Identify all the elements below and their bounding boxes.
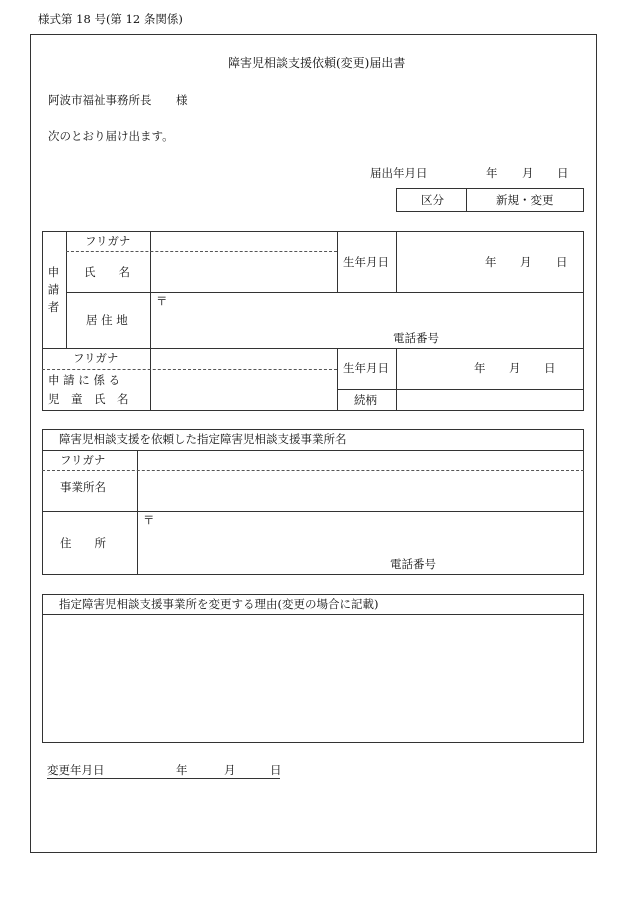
child-furigana-field[interactable] (152, 350, 336, 368)
intro-text: 次のとおり届け出ます。 (48, 129, 174, 143)
child-name-label-1: 申 請 に 係 る (48, 373, 121, 387)
change-date-day: 日 (270, 763, 282, 777)
honorific: 様 (176, 93, 188, 107)
category-value[interactable]: 新規・変更 (496, 193, 554, 207)
child-relation-label: 続柄 (354, 393, 377, 407)
submission-date-day: 日 (557, 166, 569, 180)
office-address-field[interactable] (139, 513, 583, 574)
applicant-furigana-field[interactable] (152, 233, 336, 250)
child-relation-field[interactable] (398, 391, 583, 410)
reason-heading: 指定障害児相談支援事業所を変更する理由(変更の場合に記載) (59, 597, 379, 611)
office-furigana-label: フリガナ (60, 453, 106, 467)
submission-date-month: 月 (522, 166, 534, 180)
office-postal-mark: 〒 (143, 513, 155, 527)
applicant-address-field[interactable] (152, 294, 583, 347)
change-date-label: 変更年月日 (47, 763, 105, 777)
child-furigana-label: フリガナ (73, 351, 119, 365)
applicant-birth-label: 生年月日 (343, 255, 389, 269)
change-date-year: 年 (176, 763, 188, 777)
office-name-field[interactable] (139, 472, 583, 510)
reason-field[interactable] (44, 616, 582, 741)
applicant-postal-mark: 〒 (156, 294, 168, 308)
applicant-phone-label: 電話番号 (393, 331, 439, 345)
applicant-group-label: 申請者 (46, 266, 61, 319)
office-phone-label: 電話番号 (390, 557, 436, 571)
category-label: 区分 (421, 193, 444, 207)
form-number: 様式第 18 号(第 12 条関係) (38, 12, 183, 26)
applicant-address-label: 居 住 地 (86, 313, 128, 327)
office-furigana-field[interactable] (139, 452, 583, 469)
applicant-name-field[interactable] (152, 253, 336, 291)
child-name-field[interactable] (152, 371, 336, 410)
child-birth-day: 日 (544, 361, 556, 375)
applicant-birth-month: 月 (520, 255, 532, 269)
child-birth-year: 年 (474, 361, 486, 375)
form-title: 障害児相談支援依頼(変更)届出書 (228, 56, 406, 70)
applicant-birth-day: 日 (556, 255, 568, 269)
child-birth-month: 月 (509, 361, 521, 375)
office-heading: 障害児相談支援を依頼した指定障害児相談支援事業所名 (59, 432, 347, 446)
child-name-label-2: 児 童 氏 名 (48, 392, 129, 406)
applicant-furigana-label: フリガナ (85, 234, 131, 248)
addressee: 阿波市福祉事務所長 (48, 93, 152, 107)
applicant-name-label: 氏 名 (84, 265, 130, 279)
change-date-month: 月 (224, 763, 236, 777)
submission-date-label: 届出年月日 (370, 166, 428, 180)
office-address-label: 住 所 (60, 536, 106, 550)
applicant-birth-year: 年 (485, 255, 497, 269)
child-birth-label: 生年月日 (343, 361, 389, 375)
submission-date-year: 年 (486, 166, 498, 180)
office-name-label: 事業所名 (60, 480, 106, 494)
